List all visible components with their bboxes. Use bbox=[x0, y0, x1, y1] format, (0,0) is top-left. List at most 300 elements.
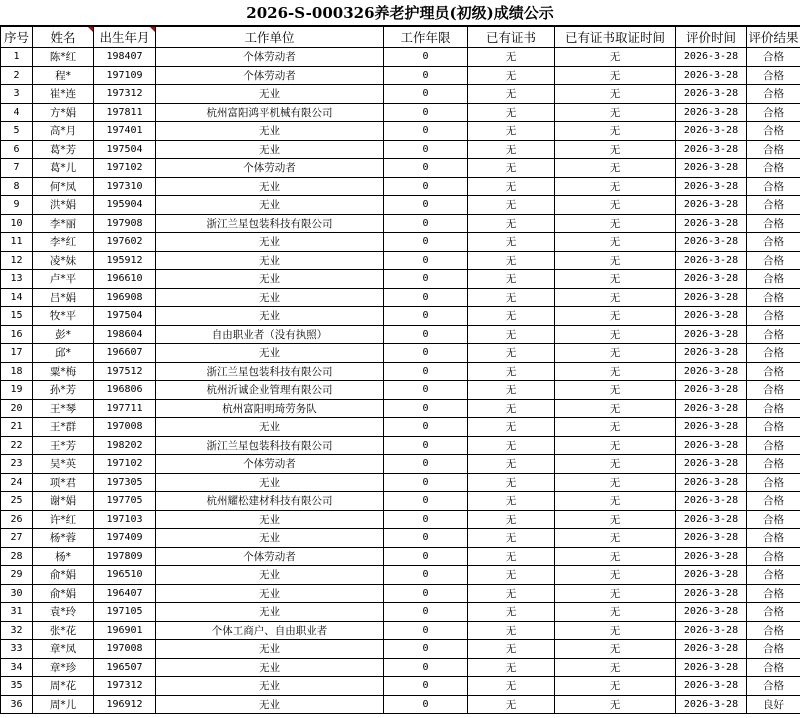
cell-result: 合格 bbox=[747, 603, 800, 622]
cell-result: 合格 bbox=[747, 233, 800, 252]
cell-employer: 个体劳动者 bbox=[156, 66, 384, 85]
cell-birth: 196407 bbox=[94, 584, 156, 603]
cell-birth: 195904 bbox=[94, 196, 156, 215]
cell-result: 合格 bbox=[747, 640, 800, 659]
cell-birth: 197602 bbox=[94, 233, 156, 252]
cell-name: 章*凤 bbox=[33, 640, 94, 659]
cell-eval-date: 2026-3-28 bbox=[676, 362, 747, 381]
cell-certificate: 无 bbox=[468, 233, 555, 252]
cell-certificate-date: 无 bbox=[555, 214, 676, 233]
cell-result: 合格 bbox=[747, 418, 800, 437]
cell-eval-date: 2026-3-28 bbox=[676, 399, 747, 418]
cell-eval-date: 2026-3-28 bbox=[676, 48, 747, 67]
cell-name: 彭* bbox=[33, 325, 94, 344]
cell-birth: 197008 bbox=[94, 418, 156, 437]
cell-years: 0 bbox=[384, 196, 468, 215]
cell-years: 0 bbox=[384, 325, 468, 344]
cell-birth: 196510 bbox=[94, 566, 156, 585]
cell-index: 34 bbox=[1, 658, 33, 677]
cell-birth: 197103 bbox=[94, 510, 156, 529]
cell-employer: 无业 bbox=[156, 677, 384, 696]
cell-index: 21 bbox=[1, 418, 33, 437]
cell-eval-date: 2026-3-28 bbox=[676, 603, 747, 622]
cell-certificate: 无 bbox=[468, 251, 555, 270]
cell-eval-date: 2026-3-28 bbox=[676, 547, 747, 566]
cell-years: 0 bbox=[384, 510, 468, 529]
cell-birth: 198202 bbox=[94, 436, 156, 455]
cell-employer: 个体劳动者 bbox=[156, 48, 384, 67]
cell-certificate: 无 bbox=[468, 584, 555, 603]
cell-years: 0 bbox=[384, 288, 468, 307]
cell-certificate-date: 无 bbox=[555, 270, 676, 289]
table-row bbox=[1, 140, 800, 159]
cell-certificate-date: 无 bbox=[555, 621, 676, 640]
cell-eval-date: 2026-3-28 bbox=[676, 436, 747, 455]
cell-certificate-date: 无 bbox=[555, 473, 676, 492]
cell-result: 合格 bbox=[747, 122, 800, 141]
cell-index: 26 bbox=[1, 510, 33, 529]
cell-result: 合格 bbox=[747, 325, 800, 344]
cell-index: 32 bbox=[1, 621, 33, 640]
cell-years: 0 bbox=[384, 381, 468, 400]
table-row bbox=[1, 455, 800, 474]
cell-birth: 198604 bbox=[94, 325, 156, 344]
cell-name: 葛*芳 bbox=[33, 140, 94, 159]
table-row bbox=[1, 436, 800, 455]
cell-certificate: 无 bbox=[468, 436, 555, 455]
cell-certificate: 无 bbox=[468, 529, 555, 548]
cell-certificate: 无 bbox=[468, 455, 555, 474]
cell-eval-date: 2026-3-28 bbox=[676, 584, 747, 603]
cell-birth: 196901 bbox=[94, 621, 156, 640]
cell-employer: 无业 bbox=[156, 288, 384, 307]
cell-name: 吴*英 bbox=[33, 455, 94, 474]
cell-employer: 个体劳动者 bbox=[156, 547, 384, 566]
cell-certificate-date: 无 bbox=[555, 177, 676, 196]
cell-certificate: 无 bbox=[468, 362, 555, 381]
cell-certificate: 无 bbox=[468, 381, 555, 400]
cell-birth: 196806 bbox=[94, 381, 156, 400]
table-row bbox=[1, 233, 800, 252]
table-row bbox=[1, 640, 800, 659]
table-row bbox=[1, 103, 800, 122]
cell-name: 章*珍 bbox=[33, 658, 94, 677]
cell-certificate: 无 bbox=[468, 418, 555, 437]
cell-years: 0 bbox=[384, 473, 468, 492]
cell-index: 12 bbox=[1, 251, 33, 270]
cell-eval-date: 2026-3-28 bbox=[676, 196, 747, 215]
cell-certificate: 无 bbox=[468, 658, 555, 677]
cell-index: 25 bbox=[1, 492, 33, 511]
cell-name: 李*丽 bbox=[33, 214, 94, 233]
cell-certificate: 无 bbox=[468, 510, 555, 529]
cell-employer: 无业 bbox=[156, 177, 384, 196]
cell-employer: 个体劳动者 bbox=[156, 455, 384, 474]
cell-name: 孙*芳 bbox=[33, 381, 94, 400]
cell-result: 合格 bbox=[747, 103, 800, 122]
cell-employer: 无业 bbox=[156, 658, 384, 677]
cell-years: 0 bbox=[384, 270, 468, 289]
cell-birth: 196507 bbox=[94, 658, 156, 677]
cell-name: 周*花 bbox=[33, 677, 94, 696]
cell-eval-date: 2026-3-28 bbox=[676, 677, 747, 696]
cell-employer: 浙江兰星包装科技有限公司 bbox=[156, 214, 384, 233]
cell-result: 合格 bbox=[747, 159, 800, 178]
cell-result: 合格 bbox=[747, 436, 800, 455]
cell-name: 杨*蓉 bbox=[33, 529, 94, 548]
cell-name: 王*群 bbox=[33, 418, 94, 437]
cell-certificate-date: 无 bbox=[555, 584, 676, 603]
cell-certificate-date: 无 bbox=[555, 436, 676, 455]
cell-certificate: 无 bbox=[468, 103, 555, 122]
cell-eval-date: 2026-3-28 bbox=[676, 251, 747, 270]
cell-years: 0 bbox=[384, 492, 468, 511]
table-row bbox=[1, 584, 800, 603]
cell-eval-date: 2026-3-28 bbox=[676, 159, 747, 178]
cell-birth: 197105 bbox=[94, 603, 156, 622]
cell-certificate-date: 无 bbox=[555, 677, 676, 696]
comment-marker-icon bbox=[88, 27, 93, 32]
cell-certificate-date: 无 bbox=[555, 159, 676, 178]
cell-employer: 无业 bbox=[156, 695, 384, 714]
cell-name: 周*儿 bbox=[33, 695, 94, 714]
cell-birth: 197102 bbox=[94, 455, 156, 474]
cell-certificate-date: 无 bbox=[555, 547, 676, 566]
cell-certificate-date: 无 bbox=[555, 381, 676, 400]
cell-eval-date: 2026-3-28 bbox=[676, 140, 747, 159]
cell-certificate: 无 bbox=[468, 492, 555, 511]
comment-marker-icon bbox=[150, 27, 155, 32]
table-row bbox=[1, 344, 800, 363]
cell-eval-date: 2026-3-28 bbox=[676, 66, 747, 85]
cell-name: 谢*娟 bbox=[33, 492, 94, 511]
cell-years: 0 bbox=[384, 584, 468, 603]
cell-eval-date: 2026-3-28 bbox=[676, 233, 747, 252]
cell-years: 0 bbox=[384, 677, 468, 696]
cell-employer: 杭州耀松建材科技有限公司 bbox=[156, 492, 384, 511]
cell-index: 7 bbox=[1, 159, 33, 178]
cell-birth: 197310 bbox=[94, 177, 156, 196]
cell-employer: 无业 bbox=[156, 140, 384, 159]
cell-birth: 197109 bbox=[94, 66, 156, 85]
cell-index: 18 bbox=[1, 362, 33, 381]
cell-certificate-date: 无 bbox=[555, 566, 676, 585]
cell-result: 合格 bbox=[747, 399, 800, 418]
cell-name: 何*凤 bbox=[33, 177, 94, 196]
cell-eval-date: 2026-3-28 bbox=[676, 566, 747, 585]
cell-result: 合格 bbox=[747, 288, 800, 307]
table-row bbox=[1, 177, 800, 196]
cell-employer: 无业 bbox=[156, 584, 384, 603]
cell-index: 16 bbox=[1, 325, 33, 344]
cell-eval-date: 2026-3-28 bbox=[676, 418, 747, 437]
cell-employer: 杭州沂诚企业管理有限公司 bbox=[156, 381, 384, 400]
cell-index: 8 bbox=[1, 177, 33, 196]
cell-eval-date: 2026-3-28 bbox=[676, 307, 747, 326]
cell-birth: 197809 bbox=[94, 547, 156, 566]
cell-years: 0 bbox=[384, 547, 468, 566]
cell-certificate: 无 bbox=[468, 640, 555, 659]
cell-eval-date: 2026-3-28 bbox=[676, 177, 747, 196]
cell-employer: 无业 bbox=[156, 344, 384, 363]
cell-employer: 浙江兰星包装科技有限公司 bbox=[156, 362, 384, 381]
cell-years: 0 bbox=[384, 66, 468, 85]
cell-index: 28 bbox=[1, 547, 33, 566]
header-name: 姓名 bbox=[33, 27, 94, 48]
cell-certificate: 无 bbox=[468, 399, 555, 418]
cell-employer: 自由职业者（没有执照） bbox=[156, 325, 384, 344]
cell-certificate-date: 无 bbox=[555, 640, 676, 659]
cell-birth: 196610 bbox=[94, 270, 156, 289]
table-row bbox=[1, 270, 800, 289]
cell-certificate: 无 bbox=[468, 214, 555, 233]
table-row bbox=[1, 510, 800, 529]
cell-certificate: 无 bbox=[468, 621, 555, 640]
cell-birth: 196912 bbox=[94, 695, 156, 714]
cell-certificate-date: 无 bbox=[555, 325, 676, 344]
cell-name: 邱* bbox=[33, 344, 94, 363]
cell-name: 项*君 bbox=[33, 473, 94, 492]
table-row bbox=[1, 288, 800, 307]
cell-birth: 197312 bbox=[94, 85, 156, 104]
cell-certificate-date: 无 bbox=[555, 66, 676, 85]
header-birth: 出生年月 bbox=[94, 27, 156, 48]
cell-eval-date: 2026-3-28 bbox=[676, 621, 747, 640]
cell-certificate: 无 bbox=[468, 603, 555, 622]
page-title: 2026-S-000326养老护理员(初级)成绩公示 bbox=[0, 0, 800, 26]
table-row bbox=[1, 325, 800, 344]
cell-certificate-date: 无 bbox=[555, 510, 676, 529]
cell-birth: 197008 bbox=[94, 640, 156, 659]
cell-years: 0 bbox=[384, 48, 468, 67]
cell-certificate: 无 bbox=[468, 196, 555, 215]
cell-index: 13 bbox=[1, 270, 33, 289]
cell-certificate-date: 无 bbox=[555, 695, 676, 714]
cell-name: 王*芳 bbox=[33, 436, 94, 455]
header-employer: 工作单位 bbox=[156, 27, 384, 48]
table-row bbox=[1, 603, 800, 622]
cell-employer: 杭州富阳明琦劳务队 bbox=[156, 399, 384, 418]
cell-name: 俞*娟 bbox=[33, 584, 94, 603]
cell-employer: 无业 bbox=[156, 85, 384, 104]
header-certificate: 已有证书 bbox=[468, 27, 555, 48]
header-index: 序号 bbox=[1, 27, 33, 48]
cell-years: 0 bbox=[384, 214, 468, 233]
cell-eval-date: 2026-3-28 bbox=[676, 270, 747, 289]
cell-employer: 无业 bbox=[156, 418, 384, 437]
cell-eval-date: 2026-3-28 bbox=[676, 122, 747, 141]
cell-years: 0 bbox=[384, 566, 468, 585]
cell-result: 合格 bbox=[747, 621, 800, 640]
cell-certificate-date: 无 bbox=[555, 418, 676, 437]
cell-employer: 无业 bbox=[156, 122, 384, 141]
table-row bbox=[1, 566, 800, 585]
cell-birth: 197811 bbox=[94, 103, 156, 122]
cell-eval-date: 2026-3-28 bbox=[676, 85, 747, 104]
cell-years: 0 bbox=[384, 418, 468, 437]
cell-years: 0 bbox=[384, 658, 468, 677]
cell-employer: 个体工商户、自由职业者 bbox=[156, 621, 384, 640]
cell-eval-date: 2026-3-28 bbox=[676, 510, 747, 529]
cell-index: 22 bbox=[1, 436, 33, 455]
cell-name: 高*月 bbox=[33, 122, 94, 141]
cell-certificate: 无 bbox=[468, 288, 555, 307]
cell-index: 24 bbox=[1, 473, 33, 492]
cell-index: 2 bbox=[1, 66, 33, 85]
cell-years: 0 bbox=[384, 695, 468, 714]
cell-certificate-date: 无 bbox=[555, 399, 676, 418]
cell-name: 方*娟 bbox=[33, 103, 94, 122]
cell-index: 20 bbox=[1, 399, 33, 418]
cell-index: 4 bbox=[1, 103, 33, 122]
cell-certificate-date: 无 bbox=[555, 603, 676, 622]
cell-name: 程* bbox=[33, 66, 94, 85]
cell-certificate-date: 无 bbox=[555, 122, 676, 141]
table-row bbox=[1, 621, 800, 640]
cell-years: 0 bbox=[384, 85, 468, 104]
cell-years: 0 bbox=[384, 399, 468, 418]
cell-certificate: 无 bbox=[468, 566, 555, 585]
cell-result: 合格 bbox=[747, 140, 800, 159]
cell-years: 0 bbox=[384, 233, 468, 252]
table-row bbox=[1, 214, 800, 233]
cell-certificate: 无 bbox=[468, 307, 555, 326]
cell-certificate: 无 bbox=[468, 473, 555, 492]
table-row bbox=[1, 48, 800, 67]
cell-certificate-date: 无 bbox=[555, 140, 676, 159]
cell-certificate-date: 无 bbox=[555, 196, 676, 215]
cell-years: 0 bbox=[384, 529, 468, 548]
cell-index: 11 bbox=[1, 233, 33, 252]
table-row bbox=[1, 159, 800, 178]
cell-certificate: 无 bbox=[468, 270, 555, 289]
cell-eval-date: 2026-3-28 bbox=[676, 103, 747, 122]
cell-result: 合格 bbox=[747, 492, 800, 511]
cell-years: 0 bbox=[384, 140, 468, 159]
cell-certificate: 无 bbox=[468, 159, 555, 178]
cell-birth: 198407 bbox=[94, 48, 156, 67]
cell-result: 合格 bbox=[747, 584, 800, 603]
cell-index: 36 bbox=[1, 695, 33, 714]
cell-result: 合格 bbox=[747, 473, 800, 492]
cell-index: 30 bbox=[1, 584, 33, 603]
cell-eval-date: 2026-3-28 bbox=[676, 492, 747, 511]
cell-certificate: 无 bbox=[468, 177, 555, 196]
cell-birth: 197409 bbox=[94, 529, 156, 548]
cell-years: 0 bbox=[384, 436, 468, 455]
cell-certificate: 无 bbox=[468, 325, 555, 344]
cell-name: 粟*梅 bbox=[33, 362, 94, 381]
cell-certificate: 无 bbox=[468, 140, 555, 159]
cell-result: 合格 bbox=[747, 307, 800, 326]
cell-result: 合格 bbox=[747, 547, 800, 566]
cell-index: 23 bbox=[1, 455, 33, 474]
header-years: 工作年限 bbox=[384, 27, 468, 48]
cell-certificate: 无 bbox=[468, 48, 555, 67]
cell-result: 合格 bbox=[747, 214, 800, 233]
cell-certificate-date: 无 bbox=[555, 492, 676, 511]
cell-result: 合格 bbox=[747, 677, 800, 696]
cell-certificate-date: 无 bbox=[555, 307, 676, 326]
cell-result: 合格 bbox=[747, 510, 800, 529]
cell-index: 27 bbox=[1, 529, 33, 548]
table-row bbox=[1, 381, 800, 400]
cell-eval-date: 2026-3-28 bbox=[676, 288, 747, 307]
cell-years: 0 bbox=[384, 621, 468, 640]
cell-result: 合格 bbox=[747, 344, 800, 363]
cell-years: 0 bbox=[384, 251, 468, 270]
cell-certificate: 无 bbox=[468, 695, 555, 714]
table-row bbox=[1, 529, 800, 548]
cell-birth: 197305 bbox=[94, 473, 156, 492]
cell-result: 合格 bbox=[747, 48, 800, 67]
cell-birth: 196908 bbox=[94, 288, 156, 307]
table-row bbox=[1, 492, 800, 511]
cell-index: 15 bbox=[1, 307, 33, 326]
header-eval-date: 评价时间 bbox=[676, 27, 747, 48]
cell-employer: 无业 bbox=[156, 251, 384, 270]
table-row bbox=[1, 196, 800, 215]
table-row bbox=[1, 473, 800, 492]
cell-years: 0 bbox=[384, 177, 468, 196]
table-row bbox=[1, 418, 800, 437]
table-row bbox=[1, 122, 800, 141]
cell-index: 35 bbox=[1, 677, 33, 696]
table-row bbox=[1, 66, 800, 85]
cell-birth: 196607 bbox=[94, 344, 156, 363]
cell-birth: 197908 bbox=[94, 214, 156, 233]
cell-result: 合格 bbox=[747, 177, 800, 196]
cell-employer: 个体劳动者 bbox=[156, 159, 384, 178]
cell-certificate-date: 无 bbox=[555, 103, 676, 122]
table-row bbox=[1, 658, 800, 677]
cell-name: 王*琴 bbox=[33, 399, 94, 418]
cell-employer: 无业 bbox=[156, 510, 384, 529]
cell-certificate-date: 无 bbox=[555, 344, 676, 363]
cell-employer: 无业 bbox=[156, 640, 384, 659]
cell-index: 17 bbox=[1, 344, 33, 363]
cell-result: 合格 bbox=[747, 455, 800, 474]
cell-eval-date: 2026-3-28 bbox=[676, 695, 747, 714]
cell-result: 合格 bbox=[747, 658, 800, 677]
cell-birth: 197504 bbox=[94, 140, 156, 159]
cell-result: 良好 bbox=[747, 695, 800, 714]
cell-index: 5 bbox=[1, 122, 33, 141]
cell-eval-date: 2026-3-28 bbox=[676, 214, 747, 233]
cell-certificate: 无 bbox=[468, 547, 555, 566]
table-row bbox=[1, 85, 800, 104]
cell-years: 0 bbox=[384, 455, 468, 474]
cell-index: 6 bbox=[1, 140, 33, 159]
cell-name: 杨* bbox=[33, 547, 94, 566]
cell-index: 9 bbox=[1, 196, 33, 215]
cell-years: 0 bbox=[384, 603, 468, 622]
cell-result: 合格 bbox=[747, 381, 800, 400]
cell-certificate-date: 无 bbox=[555, 288, 676, 307]
cell-employer: 无业 bbox=[156, 603, 384, 622]
cell-certificate-date: 无 bbox=[555, 455, 676, 474]
table-row bbox=[1, 307, 800, 326]
cell-index: 29 bbox=[1, 566, 33, 585]
cell-result: 合格 bbox=[747, 566, 800, 585]
cell-index: 14 bbox=[1, 288, 33, 307]
cell-name: 葛*儿 bbox=[33, 159, 94, 178]
table-row bbox=[1, 362, 800, 381]
cell-certificate-date: 无 bbox=[555, 251, 676, 270]
header-certificate-date: 已有证书取证时间 bbox=[555, 27, 676, 48]
cell-certificate: 无 bbox=[468, 122, 555, 141]
cell-years: 0 bbox=[384, 344, 468, 363]
